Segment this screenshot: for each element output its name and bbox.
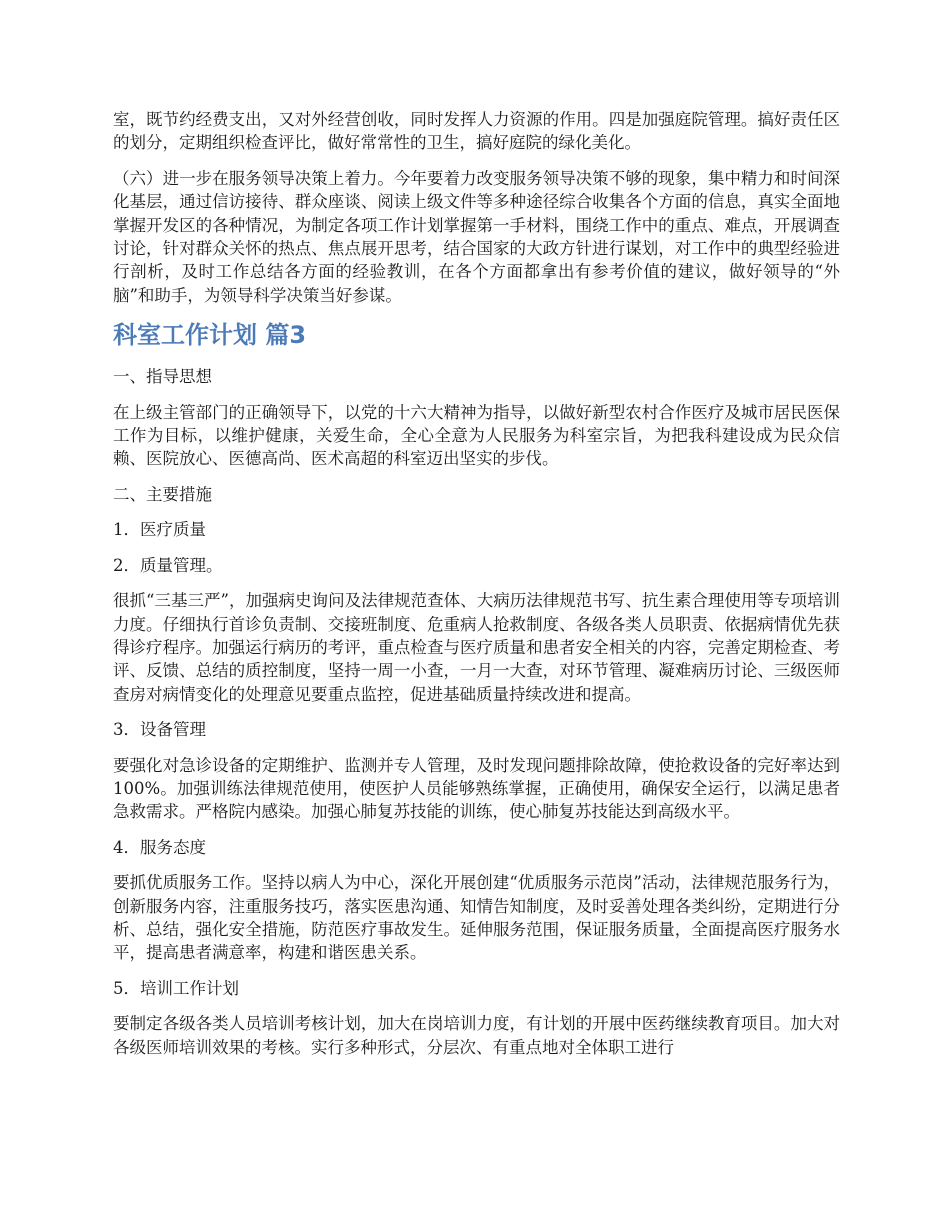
section-heading: 科室工作计划 篇3	[113, 321, 307, 350]
paragraph-training-plan: 要制定各级各类人员培训考核计划，加大在岗培训力度，有计划的开展中医药继续教育项目。加大对各级医师培训效果的考核。实行多种形式，分层次、有重点地对全体职工进行	[113, 1014, 840, 1057]
paragraph-service-attitude: 要抓优质服务工作。坚持以病人为中心，深化开展创建“优质服务示范岗”活动，法律规范服务行为，创新服务内容，注重服务技巧，落实医患沟通、知情告知制度，及时妥善处理各类纠纷，定期进行分析、总结，强化安全措施，防范医疗事故发生。延伸服务范围，保证服务质量，全面提高医疗服务水平，提高患者满意率，构建和谐医患关系。	[113, 873, 840, 963]
item-medical-quality: 1．医疗质量	[113, 520, 206, 540]
paragraph-quality-management: 很抓“三基三严”，加强病史询问及法律规范查体、大病历法律规范书写、抗生素合理使用等专项培训力度。仔细执行首诊负责制、交接班制度、危重病人抢救制度、各级各类人员职责、依据病情优先获得诊疗程序。加强运行病历的考评，重点检查与医疗质量和患者安全相关的内容，完善定期检查、考评、反馈、总结的质控制度，坚持一周一小查，一月一大查，对环节管理、凝难病历讨论、三级医师查房对病情变化的处理意见要重点监控，促进基础质量持续改进和提高。	[113, 591, 840, 704]
item-service-attitude: 4．服务态度	[113, 837, 206, 857]
paragraph-continuation: 室，既节约经费支出，又对外经营创收，同时发挥人力资源的作用。四是加强庭院管理。搞好责任区的划分，定期组织检查评比，做好常常性的卫生，搞好庭院的绿化美化。	[113, 110, 840, 153]
item-quality-management: 2．质量管理。	[113, 555, 223, 575]
document-page	[113, 108, 840, 1071]
paragraph-equipment-management: 要强化对急诊设备的定期维护、监测并专人管理，及时发现问题排除故障，使抢救设备的完好率达到100%。加强训练法律规范使用，使医护人员能够熟练掌握，正确使用，确保安全运行，以满足患者急救需求。严格院内感染。加强心肺复苏技能的训练，使心肺复苏技能达到高级水平。	[113, 755, 840, 822]
subheading-main-measures: 二、主要措施	[113, 484, 212, 504]
item-equipment-management: 3．设备管理	[113, 720, 206, 740]
paragraph-guiding-thought: 在上级主管部门的正确领导下，以党的十六大精神为指导，以做好新型农村合作医疗及城市居民医保工作为目标，以维护健康，关爱生命，全心全意为人民服务为科室宗旨，为把我科建设成为民众信赖、医院放心、医德高尚、医术高超的科室迈出坚实的步伐。	[113, 402, 840, 469]
subheading-guiding-thought: 一、指导思想	[113, 367, 212, 387]
item-training-plan: 5．培训工作计划	[113, 978, 239, 998]
paragraph-section-six: （六）进一步在服务领导决策上着力。今年要着力改变服务领导决策不够的现象，集中精力和时间深化基层，通过信访接待、群众座谈、阅读上级文件等多种途径综合收集各个方面的信息，真实全面地掌握开发区的各种情况，为制定各项工作计划掌握第一手材料，围绕工作中的重点、难点，开展调查讨论，针对群众关怀的热点、焦点展开思考，结合国家的大政方针进行谋划，对工作中的典型经验进行剖析，及时工作总结各方面的经验教训，在各个方面都拿出有参考价值的建议，做好领导的“外脑”和助手，为领导科学决策当好参谋。	[113, 168, 840, 305]
